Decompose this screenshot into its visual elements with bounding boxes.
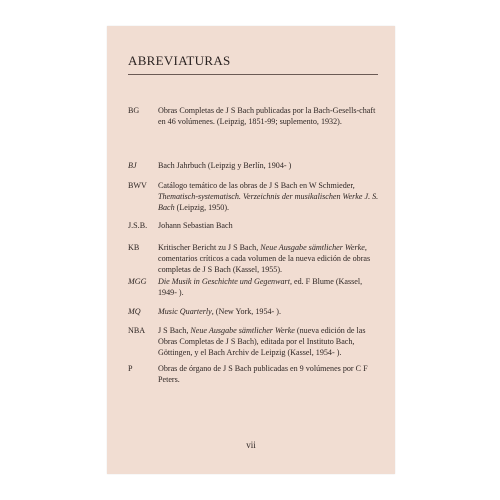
abbreviation-description [158,306,380,317]
description-segment: Obras de órgano de J S Bach publicadas en 9 volúmenes por C F Peters. [158,364,368,385]
description-segment: (nueva edición de las Obras Completas de J S Bach), editada por el Instituto Bach, Göttingen, y el Bach Archiv de Leipzig (Kassel, 1954- ). [158,326,366,358]
description-segment: , (New York, 1954- ). [211,307,281,316]
title-rule [128,74,378,75]
description-segment: Die Musik in Geschichte und Gegenwart [158,277,290,286]
page-number: vii [246,440,256,450]
page-title: ABREVIATURAS [128,53,231,68]
abbreviation-code: NBA [128,326,146,335]
description-segment: Kritischer Bericht zu J S Bach, [158,243,261,252]
description-segment: Music Quarterly [158,307,212,316]
description-segment: J S Bach, [158,326,191,335]
abbreviation-description [158,363,380,385]
abbreviation-description [158,276,380,298]
description-segment: Obras Completas de J S Bach publicadas por la Bach-Gesells-chaft en 46 volúmenes. (Leipzig, 1851-99; suplemento, 1932). [158,106,376,127]
description-segment: Johann Sebastian Bach [158,221,233,230]
abbreviation-code: BWV [128,181,147,190]
abbreviation-code: MQ [128,307,141,316]
description-segment: Catálogo temático de las obras de J S Bach en W Schmieder, [158,181,355,190]
abbreviation-code: BG [128,106,140,115]
abbreviation-description [158,180,380,214]
description-segment: Thematisch-systematisch. Verzeichnis der musikalischen Werke J. S. Bach [158,192,379,213]
abbreviation-description [158,325,380,359]
description-segment: (Leipzig, 1950). [174,203,230,213]
abbreviation-description [158,160,380,171]
abbreviation-code: MGG [128,277,147,286]
abbreviation-description [158,242,380,276]
description-segment: Neue Ausgabe sämtlicher Werke [190,326,295,335]
description-segment: Bach Jahrbuch (Leipzig y Berlín, 1904- ) [158,161,292,170]
abbreviation-code: BJ [128,161,137,170]
description-segment: , ed. F Blume (Kassel, 1949- ). [158,277,363,298]
abbreviation-code: KB [128,243,140,252]
abbreviation-description [158,220,380,231]
description-segment: Neue Ausgabe sämtlicher Werke [260,243,365,252]
abbreviation-code: P [128,364,133,373]
book-page [107,26,395,474]
abbreviation-description [158,105,380,127]
description-segment: , comentarios críticos a cada volumen de la nueva edición de obras completas de J S Bach (Kassel, 1955). [158,243,371,275]
abbreviation-code: J.S.B. [128,221,148,230]
